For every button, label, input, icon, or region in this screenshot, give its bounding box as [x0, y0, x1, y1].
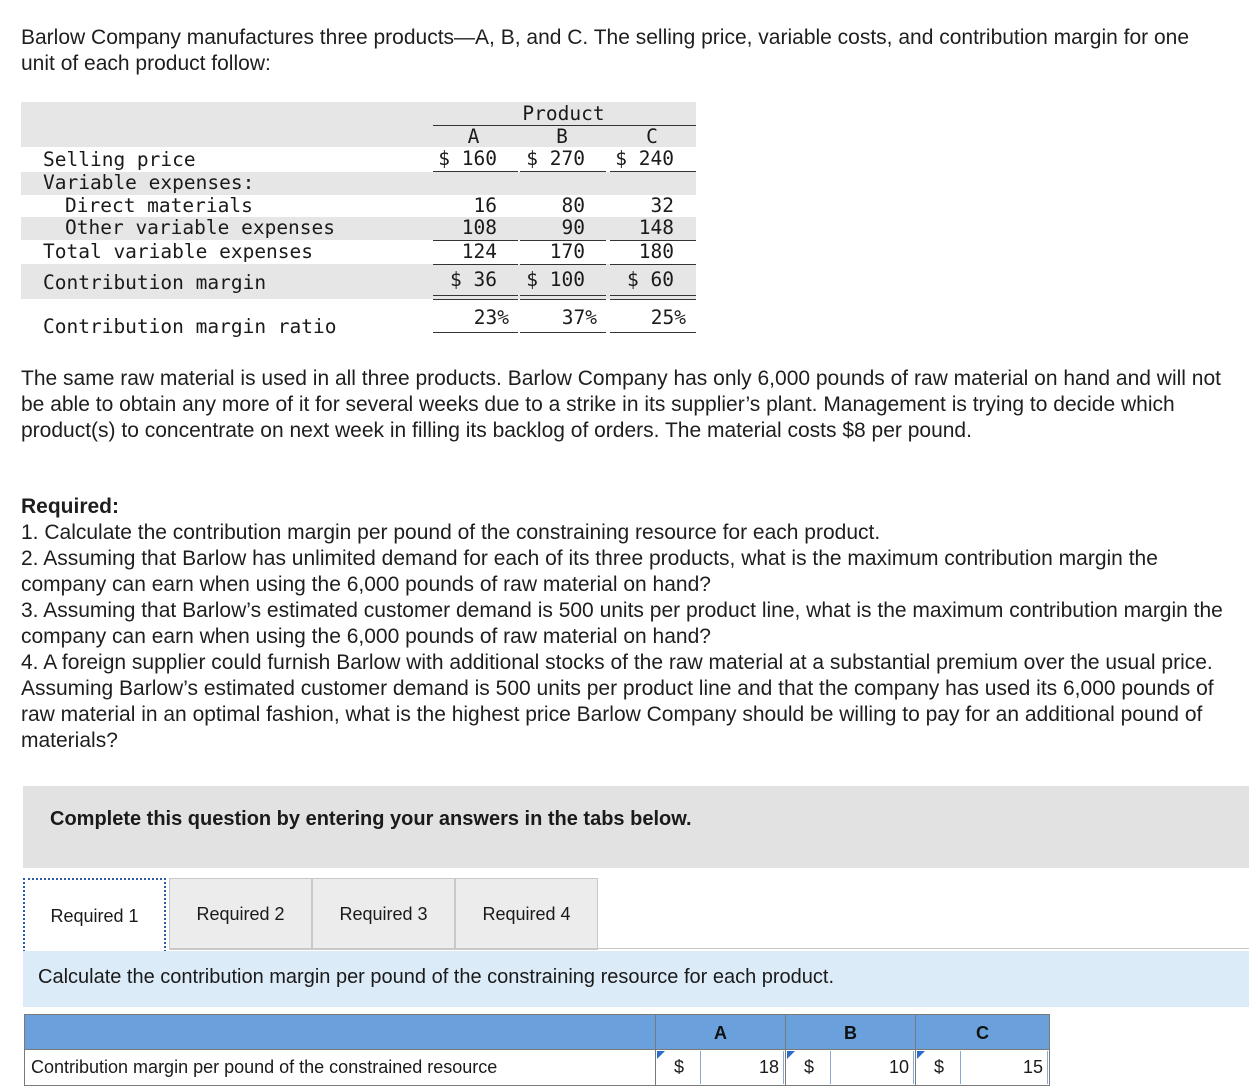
answer-row-label: Contribution margin per pound of the constrained resource [31, 1057, 498, 1077]
tab-required-1[interactable]: Required 1 [23, 878, 166, 952]
row-label-variable-expenses: Variable expenses: [43, 171, 255, 194]
row-label-selling-price: Selling price [43, 148, 196, 171]
double-rule [433, 295, 518, 296]
answer-value-a: 18 [758, 1057, 779, 1077]
value-b: 90 [561, 216, 585, 239]
required-item: 1. Calculate the contribution margin per pound of the constraining resource for each product. [21, 521, 881, 544]
column-rule [610, 332, 696, 333]
column-rule [520, 264, 606, 265]
double-rule [433, 299, 518, 300]
answer-cell-a [655, 1050, 785, 1085]
row-label-other-variable: Other variable expenses [65, 216, 336, 239]
scenario-paragraph: The same raw material is used in all three products. Barlow Company has only 6,000 pounds of raw material on hand and will not be able to obtain any more of it for several weeks due to a strike in its supplier’s plant. Management is trying to decide which product(s) to concentrate on next week in filling its backlog of orders. The material costs $8 per pound. [21, 367, 1221, 442]
required-section [21, 494, 1241, 754]
answer-cell-c [915, 1050, 1049, 1085]
tab-required-3[interactable]: Required 3 [312, 878, 455, 950]
double-rule [610, 295, 696, 296]
col-header-b: B [556, 125, 568, 148]
required-item: 4. A foreign supplier could furnish Barlow with additional stocks of the raw material at a substantial premium over the usual price. Assuming Barlow’s estimated customer demand is 500 units per product line and that the company has used its 6,000 pounds of raw material in an optimal fashion, what is the highest price Barlow Company should be willing to pay for an additional pound of materials? [21, 651, 1214, 752]
col-header-a: A [467, 125, 480, 148]
product-group-header: Product [522, 102, 605, 125]
required-item: 3. Assuming that Barlow’s estimated customer demand is 500 units per product line, what is the maximum contribution margin the company can earn when using the 6,000 pounds of raw material on hand? [21, 599, 1223, 648]
column-rule [433, 264, 518, 265]
row-label-cm-ratio: Contribution margin ratio [43, 315, 337, 338]
value-a: 124 [461, 240, 497, 263]
tab-instruction: Calculate the contribution margin per pound of the constraining resource for each product. [38, 966, 835, 988]
double-rule [610, 299, 696, 300]
value-c: 180 [638, 240, 674, 263]
tab-divider [169, 948, 1249, 949]
answer-col-header-a: A [655, 1015, 785, 1051]
value-c: 25% [650, 306, 686, 329]
required-heading: Required: [21, 495, 120, 518]
currency-symbol: $ [674, 1057, 685, 1077]
value-a: $ 160 [438, 147, 497, 170]
tab-required-4[interactable]: Required 4 [455, 878, 598, 950]
answer-table [24, 1014, 1050, 1086]
double-rule [520, 299, 606, 300]
value-b: 170 [549, 240, 585, 263]
value-c: 148 [638, 216, 674, 239]
column-rule [610, 171, 696, 172]
row-label-direct-materials: Direct materials [65, 194, 253, 217]
tab-required-2[interactable]: Required 2 [169, 878, 312, 950]
intro-paragraph: Barlow Company manufactures three products—A, B, and C. The selling price, variable costs, and contribution margin for one unit of each product follow: [21, 26, 1190, 75]
column-rule [433, 332, 518, 333]
required-item: 2. Assuming that Barlow has unlimited demand for each of its three products, what is the maximum contribution margin the company can earn when using the 6,000 pounds of raw material on hand? [21, 547, 1158, 596]
value-a: 108 [461, 216, 497, 239]
currency-symbol: $ [804, 1057, 815, 1077]
entry-flag-icon [657, 1051, 665, 1059]
product-data-table [21, 102, 696, 342]
column-rule [520, 332, 606, 333]
instructions-panel [23, 786, 1249, 868]
column-rule [433, 171, 518, 172]
column-rule [520, 171, 606, 172]
value-b: $ 270 [526, 147, 585, 170]
double-rule [520, 295, 606, 296]
tab-instruction-bar [23, 951, 1249, 1007]
panel-instruction: Complete this question by entering your answers in the tabs below. [50, 808, 692, 830]
value-a: $ 36 [450, 268, 497, 291]
answer-row [24, 1050, 1050, 1086]
value-c: 32 [650, 194, 674, 217]
answer-col-header-b: B [785, 1015, 915, 1051]
column-rule [610, 264, 696, 265]
value-b: 80 [561, 194, 585, 217]
answer-col-header-c: C [915, 1015, 1049, 1051]
currency-symbol: $ [934, 1057, 945, 1077]
row-label-contribution-margin: Contribution margin [43, 271, 267, 294]
entry-flag-icon [917, 1051, 925, 1059]
col-header-c: C [646, 125, 658, 148]
value-b: 37% [561, 306, 597, 329]
answer-value-c: 15 [1022, 1057, 1043, 1077]
answer-cell-b [785, 1050, 915, 1085]
value-a: 23% [473, 306, 509, 329]
entry-flag-icon [787, 1051, 795, 1059]
row-label-total-variable: Total variable expenses [43, 240, 314, 263]
answer-value-b: 10 [888, 1057, 909, 1077]
answer-table-header [24, 1014, 1050, 1050]
value-a: 16 [473, 194, 497, 217]
value-c: $ 60 [627, 268, 674, 291]
value-b: $ 100 [526, 268, 585, 291]
value-c: $ 240 [615, 147, 674, 170]
